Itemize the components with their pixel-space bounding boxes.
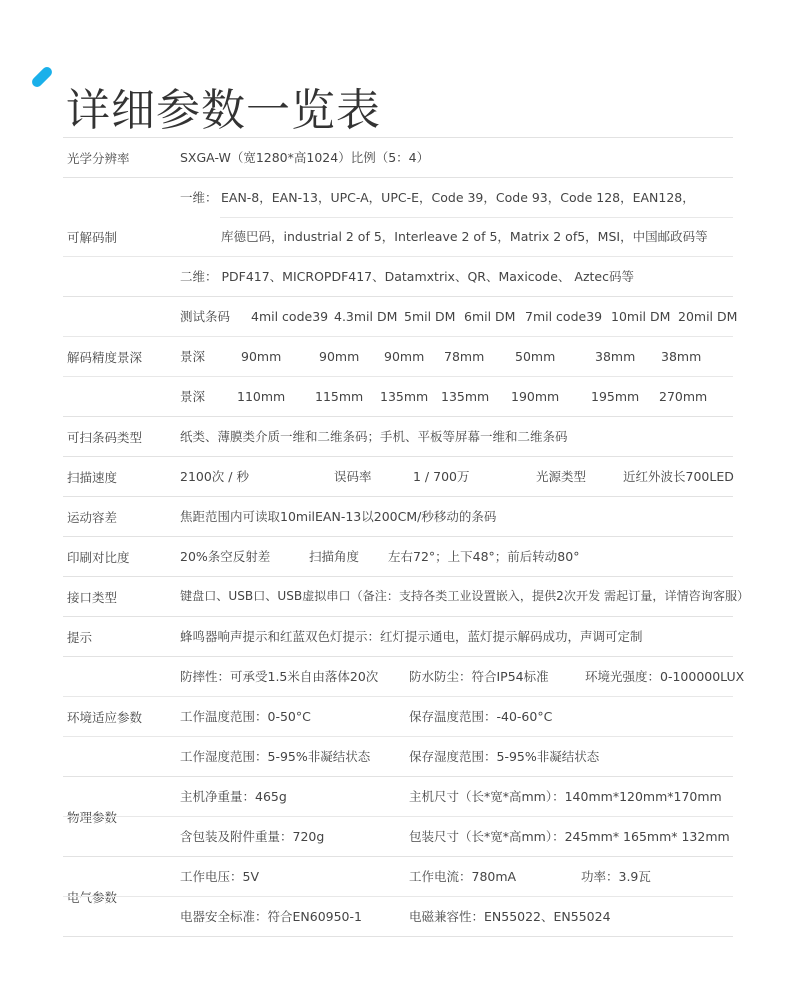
precision-cell: 50mm — [515, 349, 556, 364]
page-title: 详细参数一览表 — [66, 85, 381, 137]
row-scan-types — [63, 416, 733, 456]
hint-value: 蜂鸣器响声提示和红蓝双色灯提示：红灯提示通电，蓝灯提示解码成功，声调可定制 — [180, 629, 643, 644]
precision-cell: 景深 — [180, 349, 206, 364]
row-label: 可解码制 — [67, 230, 118, 245]
precision-cell: 90mm — [319, 349, 360, 364]
error-rate-label: 误码率 — [334, 469, 372, 484]
row-electrical — [63, 856, 733, 937]
motion-value: 焦距范围内可读取10milEAN-13以200CM/秒移动的条码 — [180, 509, 497, 524]
precision-cell: 115mm — [315, 389, 364, 404]
accent-slash-icon — [30, 65, 54, 89]
row-label: 印刷对比度 — [67, 549, 130, 565]
precision-cell: 78mm — [444, 349, 485, 364]
precision-cell: 5mil DM — [404, 309, 456, 324]
row-label: 物理参数 — [67, 809, 118, 825]
elec-power: 功率：3.9瓦 — [581, 869, 651, 884]
row-optical-resolution — [63, 137, 733, 177]
precision-cell: 135mm — [380, 389, 429, 404]
row-physical — [63, 776, 733, 856]
precision-cell: 景深 — [180, 389, 206, 404]
row-label: 电气参数 — [67, 889, 118, 905]
row-print-contrast — [63, 536, 733, 576]
optical-value: SXGA-W（宽1280*高1024）比例（5：4） — [180, 150, 430, 165]
precision-cell: 测试条码 — [180, 309, 231, 324]
row-interface — [63, 576, 750, 616]
precision-depth-row-2 — [63, 376, 733, 416]
phys-net-weight: 主机净重量：465g — [180, 789, 287, 804]
decode-1d-line1: EAN-8，EAN-13，UPC-A，UPC-E，Code 39，Code 93，Code 128，EAN128， — [221, 190, 695, 205]
precision-cell: 135mm — [441, 389, 490, 404]
decode-1d-line2: 库德巴码，industrial 2 of 5，Interleave 2 of 5，Matrix 2 of5，MSI，中国邮政码等 — [221, 229, 708, 244]
precision-cell: 20mil DM — [678, 309, 738, 324]
scan-types-value: 纸类、薄膜类介质一维和二维条码；手机、平板等屏幕一维和二维条码 — [180, 429, 568, 444]
precision-cell: 195mm — [591, 389, 640, 404]
row-label: 运动容差 — [67, 509, 118, 525]
spec-table — [63, 137, 750, 937]
env-waterproof: 防水防尘：符合IP54标准 — [409, 669, 549, 684]
row-label: 解码精度景深 — [67, 349, 143, 365]
elec-voltage: 工作电压：5V — [180, 869, 260, 884]
contrast-value: 20%条空反射差 — [180, 549, 271, 564]
precision-cell: 90mm — [241, 349, 282, 364]
phys-host-size: 主机尺寸（长*宽*高mm）：140mm*120mm*170mm — [409, 789, 722, 804]
env-ambient-light: 环境光强度：0-100000LUX — [585, 669, 745, 684]
decode-2d-line: 二维： PDF417、MICROPDF417、Datamxtrix、QR、Maxicode、 Aztec码等 — [180, 269, 634, 284]
elec-current: 工作电流：780mA — [409, 869, 517, 884]
env-work-humidity: 工作湿度范围：5-95%非凝结状态 — [180, 749, 371, 764]
row-label: 可扫条码类型 — [67, 429, 143, 445]
elec-emc: 电磁兼容性：EN55022、EN55024 — [409, 909, 611, 924]
phys-package-weight: 含包装及附件重量：720g — [180, 829, 325, 844]
row-label: 接口类型 — [67, 589, 118, 605]
scan-angle-value: 左右72°；上下48°；前后转动80° — [388, 549, 580, 564]
precision-cell: 38mm — [661, 349, 702, 364]
row-label: 环境适应参数 — [67, 709, 143, 725]
env-storage-temp: 保存温度范围：-40-60°C — [409, 709, 553, 724]
env-drop-resistance: 防摔性：可承受1.5米自由落体20次 — [180, 669, 379, 684]
precision-cell: 7mil code39 — [525, 309, 603, 324]
precision-depth-row-1 — [63, 336, 733, 376]
row-environment — [63, 656, 745, 776]
precision-cell: 4.3mil DM — [334, 309, 398, 324]
row-label: 提示 — [67, 629, 93, 645]
row-decode-types — [63, 177, 733, 296]
scan-angle-label: 扫描角度 — [309, 549, 360, 564]
interface-value: 键盘口、USB口、USB虚拟串口（备注：支持各类工业设置嵌入，提供2次开发 需起订量，详情咨询客服） — [180, 589, 750, 603]
elec-safety-standard: 电器安全标准：符合EN60950-1 — [180, 909, 362, 924]
scan-speed-value: 2100次 / 秒 — [180, 469, 249, 484]
precision-cell: 4mil code39 — [251, 309, 329, 324]
row-decode-precision — [63, 296, 738, 416]
precision-cell: 110mm — [237, 389, 286, 404]
row-label: 光学分辨率 — [67, 150, 130, 166]
row-hint — [63, 616, 733, 656]
precision-cell: 6mil DM — [464, 309, 516, 324]
row-scan-speed — [63, 456, 733, 496]
light-source-label: 光源类型 — [536, 469, 587, 484]
precision-cell: 38mm — [595, 349, 636, 364]
light-source-value: 近红外波长700LED — [623, 469, 734, 484]
env-storage-humidity: 保存湿度范围：5-95%非凝结状态 — [409, 749, 600, 764]
precision-cell: 270mm — [659, 389, 708, 404]
row-label: 扫描速度 — [67, 469, 118, 485]
error-rate-value: 1 / 700万 — [413, 469, 470, 484]
env-work-temp: 工作温度范围：0-50°C — [180, 709, 311, 724]
row-motion-tolerance — [63, 496, 733, 536]
precision-cell: 190mm — [511, 389, 560, 404]
precision-cell: 10mil DM — [611, 309, 671, 324]
precision-cell: 90mm — [384, 349, 425, 364]
precision-header-row — [63, 297, 738, 336]
phys-package-size: 包装尺寸（长*宽*高mm）：245mm* 165mm* 132mm — [409, 829, 730, 844]
decode-1d-prefix: 一维： — [180, 190, 218, 205]
